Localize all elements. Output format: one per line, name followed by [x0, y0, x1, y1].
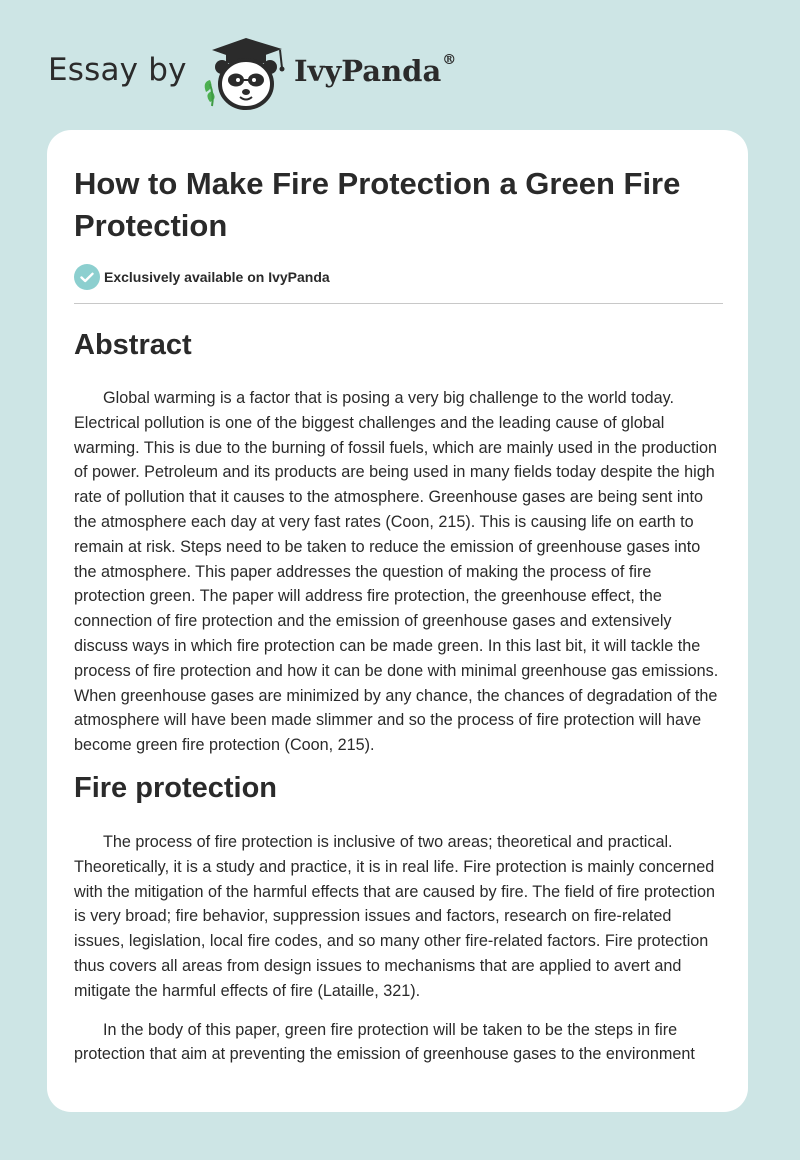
title-divider — [74, 303, 723, 304]
check-icon — [74, 264, 100, 290]
registered-mark: ® — [442, 52, 457, 68]
panda-graduate-icon[interactable] — [200, 36, 292, 110]
fire-protection-paragraph-1: The process of fire protection is inclusive of two areas; theoretical and practical. Theoretically, it is a study and practice, it is in real life. Fire protection is mainly concerned with the mitigation of the harmful effects that are caused by fire. The field of fire protection is very broad; fire behavior, suppression issues and factors, research on fire-related issues, legislation, local fire codes, and so many other fire-related factors. Fire protection thus covers all areas from design issues to mechanisms that are applied to avert and mitigate the harmful effects of fire (Lataille, 321). — [74, 832, 715, 1000]
essay-body — [74, 323, 724, 1067]
exclusive-label: Exclusively available on IvyPanda — [104, 269, 330, 285]
section-heading-fire-protection: Fire protection — [74, 771, 278, 804]
site-header — [48, 34, 568, 114]
essay-card — [47, 130, 748, 1112]
brand-name[interactable]: IvyPanda® — [294, 52, 457, 88]
abstract-paragraph: Global warming is a factor that is posing a very big challenge to the world today. Electrical pollution is one of the biggest challenges and the leading cause of global warming. This is due to the burning of fossil fuels, which are mainly used in the production of power. Petroleum and its products are being used in many fields today despite the high rate of pollution that it causes to the atmosphere. Greenhouse gases are being sent into the atmosphere each day at very fast rates (Coon, 215). This is causing life on earth to remain at risk. Steps need to be taken to reduce the emission of greenhouse gases into the atmosphere. This paper addresses the question of making the process of fire protection green. The paper will address fire protection, the greenhouse effect, the connection of fire protection and the emission of greenhouse gases and extensively discuss ways in which fire protection can be made green. In this last bit, it will tackle the process of fire protection and how it can be done with minimal greenhouse gas emissions. When greenhouse gases are minimized by any chance, the chances of degradation of the atmosphere will have been made slimmer and so the process of fire protection will have become green fire protection (Coon, 215). — [74, 389, 719, 755]
essay-by-label: Essay by — [48, 52, 187, 88]
essay-title: How to Make Fire Protection a Green Fire Protection — [74, 166, 681, 243]
exclusive-badge — [74, 264, 330, 290]
section-heading-abstract: Abstract — [74, 329, 192, 361]
fire-protection-paragraph-2: In the body of this paper, green fire protection will be taken to be the steps in fire protection that aim at preventing the emission of greenhouse gases to the environment — [74, 1020, 695, 1064]
